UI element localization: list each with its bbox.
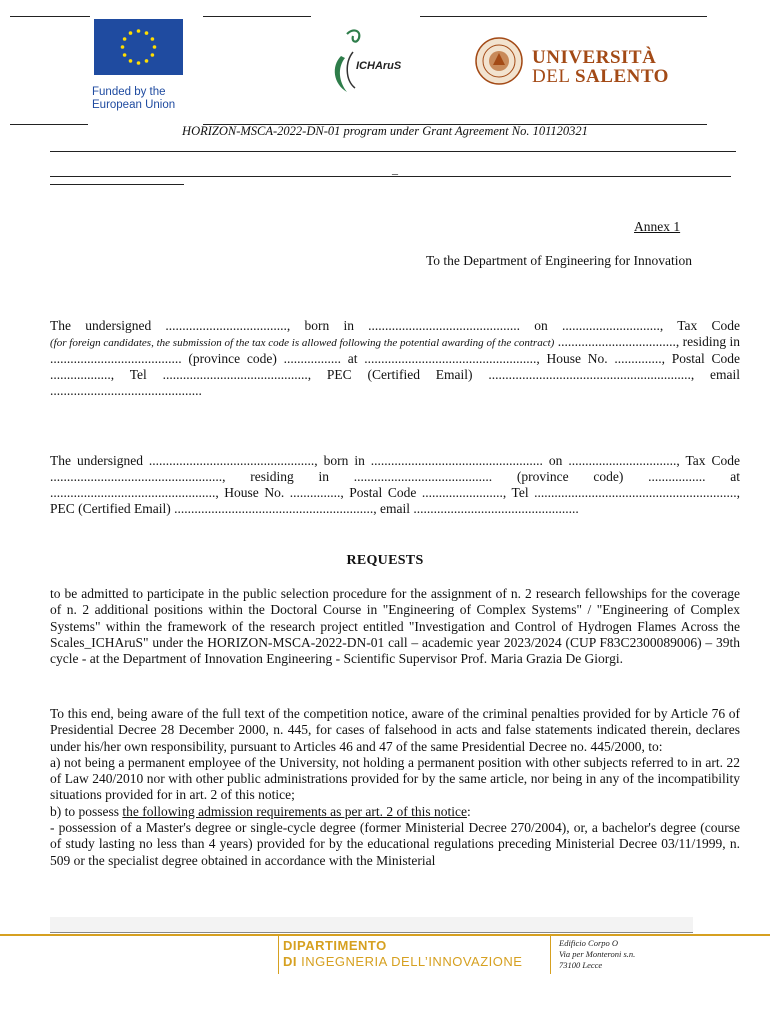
footer-divider-left bbox=[278, 936, 279, 974]
declaration-section bbox=[50, 706, 740, 869]
department-line1: DIPARTIMENTO bbox=[283, 938, 387, 953]
eu-funding-caption bbox=[92, 86, 175, 112]
requests-heading: REQUESTS bbox=[346, 553, 424, 568]
request-paragraph: to be admitted to participate in the public selection procedure for the assignment of n. 2 research fellowships for the coverage of n. 2 additional positions within the Doctoral Course in "Engineering of Complex Systems" / "Engineering of Complex Systems" within the framework of the research project entitled "Investigation and Control of Hydrogen Flames Across the Scales_ICHAruS" under the HORIZON-MSCA-2022-DN-01 call – academic year 2023/2024 (CUP F83C2300089006) – 39th cycle - at the Department of Innovation Engineering - Scientific Supervisor Prof. Maria Grazia De Giorgi. bbox=[50, 586, 740, 667]
applicant-form-1-rest: ..................................., residing in ....................................... (province code) ................. at ..................................................., House No. .............., Postal Code .................., Tel ..........................................., PEC (Certified Email) ............................................................, email ............................................. bbox=[50, 334, 740, 398]
separator-rule-3 bbox=[50, 184, 184, 185]
declaration-item-b-detail: - possession of a Master's degree or single-cycle degree (former Ministerial Decree 270/2004), or, a bachelor's degree (course of study lasting no less than 4 years) provided for by the educational regulations preceding Ministerial Decree 03/11/1999, n. 509 or the specialist degree obtained in accordance with the Ministerial bbox=[50, 820, 740, 868]
footer-divider-right bbox=[550, 936, 551, 974]
applicant-form-1-line1: The undersigned ...................................., born in ............................................. on ............................., Tax Code bbox=[50, 318, 740, 333]
department-line2 bbox=[283, 954, 522, 970]
ichärus-logo-text: ICHAruS bbox=[356, 60, 402, 72]
department-line2-rest: INGEGNERIA DELL’INNOVAZIONE bbox=[297, 954, 523, 969]
eu-flag-logo bbox=[94, 19, 183, 75]
ichärus-project-logo bbox=[323, 26, 403, 98]
university-line2-prefix: DEL bbox=[532, 66, 570, 87]
header-rule-left bbox=[10, 16, 90, 17]
footer-shade bbox=[50, 917, 693, 933]
header-rule-right bbox=[420, 16, 707, 17]
grant-line: HORIZON-MSCA-2022-DN-01 program under Grant Agreement No. 101120321 bbox=[182, 124, 588, 138]
annex-label: Annex 1 bbox=[634, 219, 681, 234]
eu-funded-line1: Funded by the bbox=[92, 86, 166, 98]
item-b-prefix: b) to possess bbox=[50, 803, 123, 819]
declaration-intro: To this end, being aware of the full text of the competition notice, aware of the criminal penalties provided for by Article 76 of Presidential Decree 28 December 2000, n. 445, for cases of falsehood in acts and false statements indicated therein, declares under his/her own responsibility, pursuant to Articles 46 and 47 of the same Presidential Decree no. 445/2000, to: bbox=[50, 706, 740, 754]
separator-rule-2 bbox=[50, 176, 731, 177]
department-address bbox=[559, 938, 635, 971]
address-line1: Edificio Corpo O bbox=[559, 938, 619, 948]
separator-fragment: _ bbox=[392, 162, 398, 176]
university-seal-icon bbox=[475, 37, 523, 85]
declaration-item-a: a) not being a permanent employee of the University, not holding a permanent position with other subjects referred to in art. 22 of Law 240/2010 nor with other public administrations provided for by the same article, nor being in any of the incompatibility situations provided for in art. 2 of this notice; bbox=[50, 754, 740, 803]
department-line2-bold: DI bbox=[283, 954, 297, 969]
header-rule-middle bbox=[203, 16, 311, 17]
university-name bbox=[532, 48, 669, 86]
address-line2: Via per Monteroni s.n. bbox=[559, 949, 636, 959]
university-line1: UNIVERSITÀ bbox=[532, 47, 657, 68]
applicant-form-1 bbox=[50, 318, 740, 399]
applicant-form-2: The undersigned ................................................., born in ................................................... on ................................, Tax Code ..................................................., residing in ......................................... (province code) ................. at ................................................., House No. ..............., Postal Code ........................, Tel ............................................................, PEC (Certified Email) ..........................................................., email ................................................. bbox=[50, 453, 740, 516]
declaration-item-b bbox=[50, 804, 740, 820]
tax-code-note: (for foreign candidates, the submission of the tax code is allowed following the potential awarding of the contract) bbox=[50, 337, 555, 349]
item-b-suffix: : bbox=[466, 803, 471, 819]
address-line3: 73100 Lecce bbox=[559, 960, 603, 970]
department-name bbox=[283, 938, 522, 970]
university-line2 bbox=[532, 67, 669, 86]
addressee: To the Department of Engineering for Innovation bbox=[426, 253, 692, 268]
separator-rule-1 bbox=[50, 151, 736, 152]
footer-accent-rule bbox=[0, 934, 770, 936]
university-line2-bold: SALENTO bbox=[574, 66, 669, 87]
footer-rule bbox=[50, 932, 693, 933]
item-b-underlined: the following admission requirements as per art. 2 of this notice bbox=[122, 803, 467, 819]
eu-funded-line2: European Union bbox=[92, 99, 176, 111]
